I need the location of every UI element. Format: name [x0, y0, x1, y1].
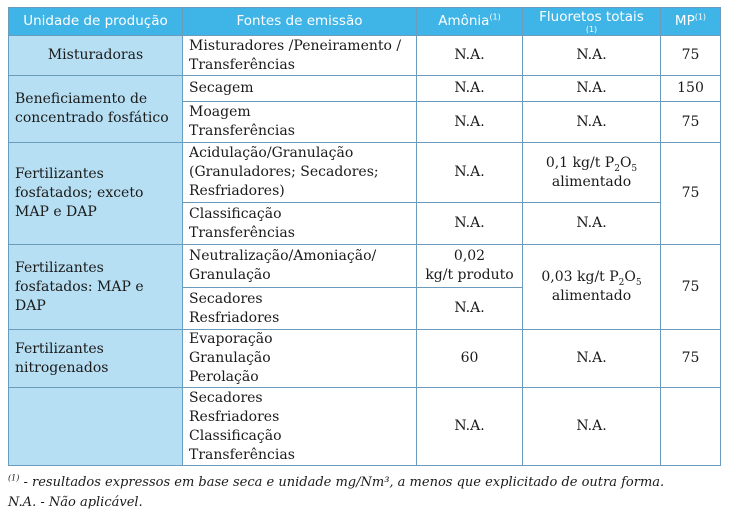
source-cell: Misturadores /Peneiramento / Transferências [183, 36, 417, 76]
fluorides-cell: N.A. [523, 102, 661, 143]
footnotes [8, 473, 664, 513]
fluorides-cell: N.A. [523, 203, 661, 245]
ammonia-cell: N.A. [417, 288, 523, 330]
source-cell: Moagem Transferências [183, 102, 417, 143]
fluorides-cell: N.A. [523, 76, 661, 102]
source-cell: Acidulação/Granulação (Granuladores; Secadores; Resfriadores) [183, 143, 417, 203]
mp-cell: 75 [661, 143, 721, 245]
ammonia-cell: N.A. [417, 36, 523, 76]
table-row [9, 143, 721, 203]
source-cell: Evaporação Granulação Perolação [183, 330, 417, 388]
mp-cell [661, 388, 721, 466]
source-cell: Secadores Resfriadores [183, 288, 417, 330]
unit-cell: Beneficiamento de concentrado fosfático [9, 76, 183, 143]
table-row [9, 76, 721, 102]
fluorides-cell: 0,03 kg/t $P_2O_5$ alimentado [523, 245, 661, 330]
header-emission-sources: Fontes de emissão [183, 8, 417, 36]
footnote-1-mark: (1) [8, 473, 20, 483]
table-row [9, 388, 721, 466]
fluorides-cell: N.A. [523, 330, 661, 388]
fluorides-footnote-mark: (1) [585, 24, 598, 34]
mp-cell: 75 [661, 102, 721, 143]
ammonia-cell: 0,02 kg/t produto [417, 245, 523, 288]
table-row [9, 245, 721, 288]
ammonia-cell: N.A. [417, 102, 523, 143]
table-header-row [9, 8, 721, 36]
unit-cell: Misturadoras [9, 36, 183, 76]
unit-cell: Fertilizantes fosfatados; exceto MAP e DAP [9, 143, 183, 245]
footnote-1 [8, 473, 664, 493]
mp-footnote-mark: (1) [694, 12, 707, 22]
mp-cell: 75 [661, 245, 721, 330]
table-row [9, 36, 721, 76]
unit-cell: Fertilizantes fosfatados: MAP e DAP [9, 245, 183, 330]
ammonia-cell: 60 [417, 330, 523, 388]
fluorides-cell: N.A. [523, 36, 661, 76]
mp-cell: 75 [661, 330, 721, 388]
source-cell: Classificação Transferências [183, 203, 417, 245]
fluorides-cell: 0,1 kg/t $P_2O_5$ alimentado [523, 143, 661, 203]
source-cell: Secagem [183, 76, 417, 102]
ammonia-footnote-mark: (1) [489, 12, 501, 22]
unit-cell: Fertilizantes nitrogenados [9, 330, 183, 388]
mp-cell: 75 [661, 36, 721, 76]
header-production-unit: Unidade de produção [9, 8, 183, 36]
ammonia-cell: N.A. [417, 388, 523, 466]
source-cell: Secadores Resfriadores Classificação Transferências [183, 388, 417, 466]
table-row [9, 330, 721, 388]
mp-cell: 150 [661, 76, 721, 102]
header-ammonia: Amônia$^{(1)}$ [417, 8, 523, 36]
fluorides-cell: N.A. [523, 388, 661, 466]
header-total-fluorides: Fluoretos totais (1) [523, 8, 661, 36]
source-cell: Neutralização/Amoniação/ Granulação [183, 245, 417, 288]
ammonia-cell: N.A. [417, 203, 523, 245]
unit-cell [9, 388, 183, 466]
footnote-1-text: - resultados expressos em base seca e unidade mg/Nm³, a menos que explicitado de outra forma. [19, 475, 665, 490]
ammonia-cell: N.A. [417, 143, 523, 203]
emission-limits-table [8, 7, 721, 466]
footnote-2: N.A. - Não aplicável. [8, 495, 143, 510]
emission-limits-table-container [8, 7, 721, 466]
ammonia-cell: N.A. [417, 76, 523, 102]
header-particulate-matter: MP$^{(1)}$ [661, 8, 721, 36]
